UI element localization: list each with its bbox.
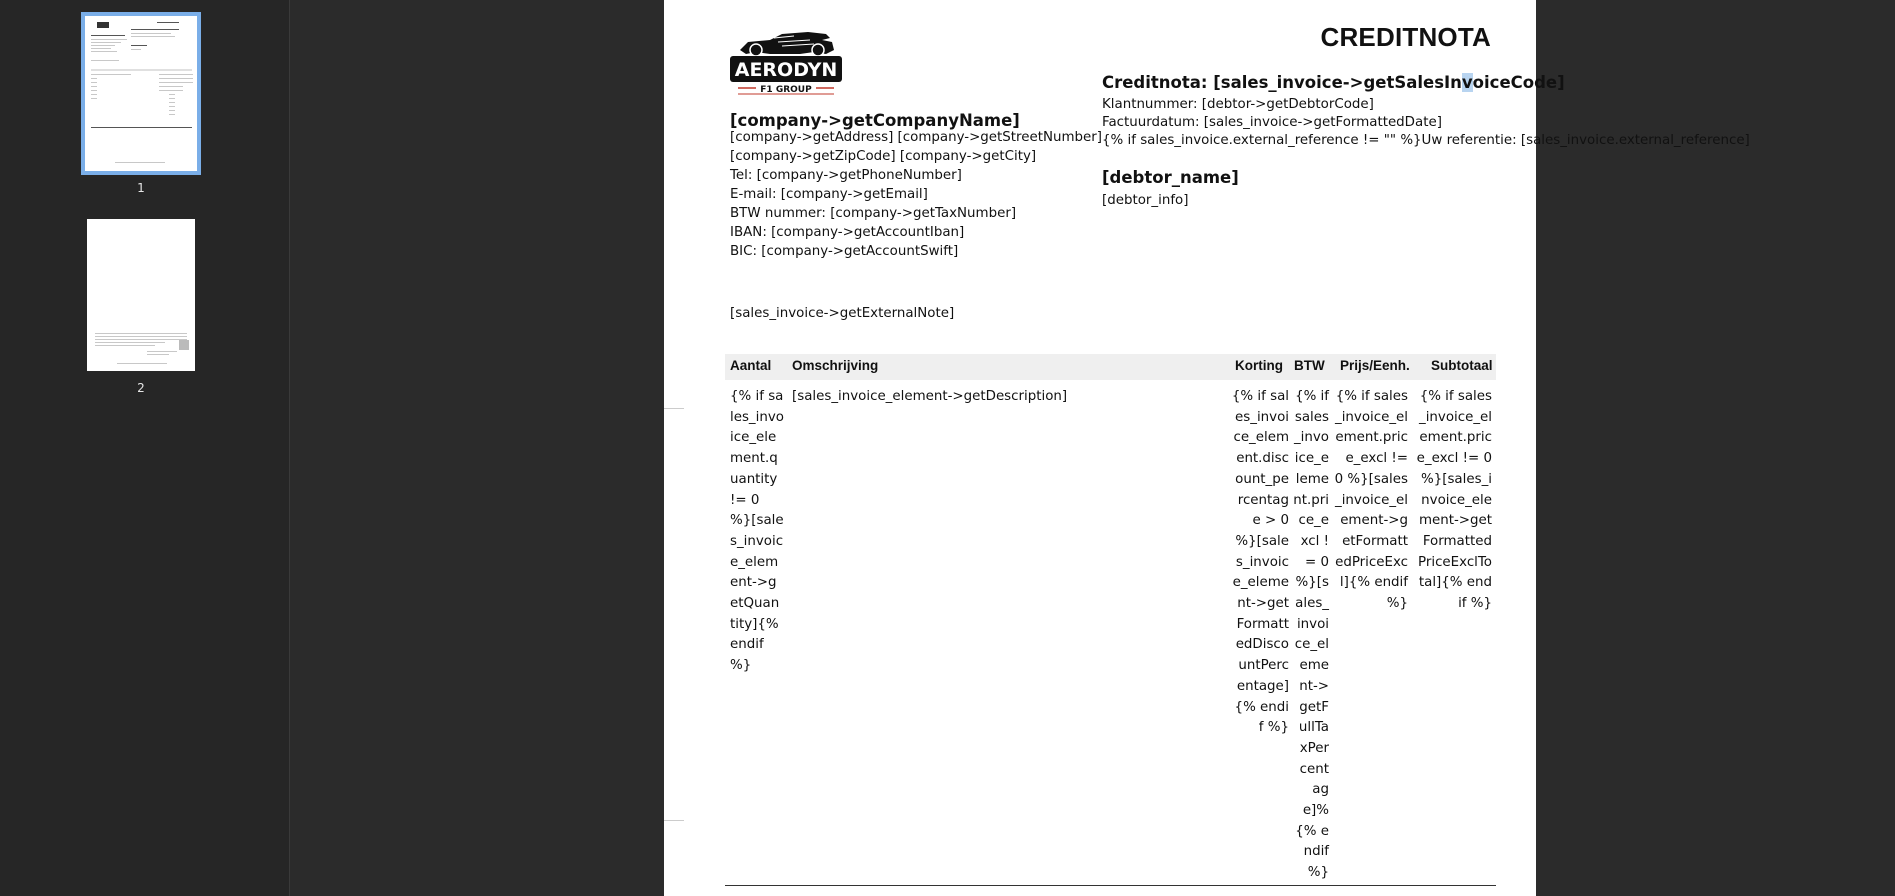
invoice-date: Factuurdatum: [sales_invoice->getFormattedDate]	[1102, 115, 1442, 130]
document-title: CREDITNOTA	[1320, 22, 1491, 52]
debtor-info: [debtor_info]	[1102, 193, 1189, 208]
logo-brand: AERODYN	[734, 59, 838, 81]
company-line: BTW nummer: [company->getTaxNumber]	[730, 206, 1017, 221]
heading-text: Creditnota: [sales_invoice->getSalesIn	[1102, 73, 1462, 92]
table-bottom-rule	[725, 885, 1496, 886]
margin-marker	[664, 408, 684, 409]
heading-text: oiceCode]	[1472, 73, 1565, 92]
column-header-subtotal: Subtotaal	[1431, 358, 1493, 373]
external-note: [sales_invoice->getExternalNote]	[730, 306, 955, 321]
company-line: BIC: [company->getAccountSwift]	[730, 244, 959, 259]
text-selection: v	[1461, 73, 1473, 92]
cell-vat: {% if sales_invoice_element.price_excl != 0 %}[sales_invoice_element->getFullTaxPercentage]%{% endif %}	[1293, 389, 1329, 881]
company-line: [company->getAddress] [company->getStreetNumber]	[730, 130, 1103, 145]
company-line: IBAN: [company->getAccountIban]	[730, 225, 965, 240]
cell-description: [sales_invoice_element->getDescription]	[792, 389, 1068, 404]
page-thumbnail-1[interactable]	[81, 12, 201, 175]
creditnote-details	[1102, 95, 1750, 149]
company-line: [company->getZipCode] [company->getCity]	[730, 149, 1037, 164]
logo-sub: F1 GROUP	[760, 85, 812, 95]
cell-quantity: {% if sales_invoice_element.quantity != 0 %}[sales_invoice_element->getQuantity]{% endif %}	[730, 389, 784, 674]
debtor-name: [debtor_name]	[1102, 168, 1239, 187]
company-line: Tel: [company->getPhoneNumber]	[730, 168, 962, 183]
cell-discount: {% if sales_invoice_element.discount_percentage > 0 %}[sales_invoice_element->getFormattedDiscountPercentage]{% endif %}	[1231, 389, 1289, 736]
column-header-quantity: Aantal	[730, 358, 772, 373]
page-number-label: 2	[137, 381, 145, 395]
column-header-discount: Korting	[1235, 358, 1283, 373]
column-header-vat: BTW	[1294, 358, 1325, 373]
external-reference: {% if sales_invoice.external_reference != "" %}Uw referentie: [sales_invoice.external_reference]	[1102, 133, 1750, 148]
customer-number: Klantnummer: [debtor->getDebtorCode]	[1102, 97, 1374, 112]
company-line: E-mail: [company->getEmail]	[730, 187, 928, 202]
margin-marker	[664, 820, 684, 821]
company-name: [company->getCompanyName]	[730, 111, 1020, 130]
company-details	[730, 128, 1102, 261]
page-number-label: 1	[137, 181, 145, 195]
document-page	[664, 0, 1750, 896]
cell-unit-price: {% if sales_invoice_element.price_excl != 0 %}[sales_invoice_element->getFormattedPriceExcl]{% endif %}	[1334, 389, 1408, 612]
page-thumbnail-2[interactable]	[87, 219, 195, 371]
cell-subtotal: {% if sales_invoice_element.price_excl != 0 %}[sales_invoice_element->getFormattedPriceExclTotal]{% endif %}	[1416, 389, 1492, 612]
company-logo	[730, 28, 842, 96]
column-header-description: Omschrijving	[792, 358, 879, 373]
thumbnail-sidebar	[0, 0, 290, 896]
column-header-unit-price: Prijs/Eenh.	[1340, 358, 1410, 373]
creditnote-heading[interactable]	[1102, 73, 1565, 92]
